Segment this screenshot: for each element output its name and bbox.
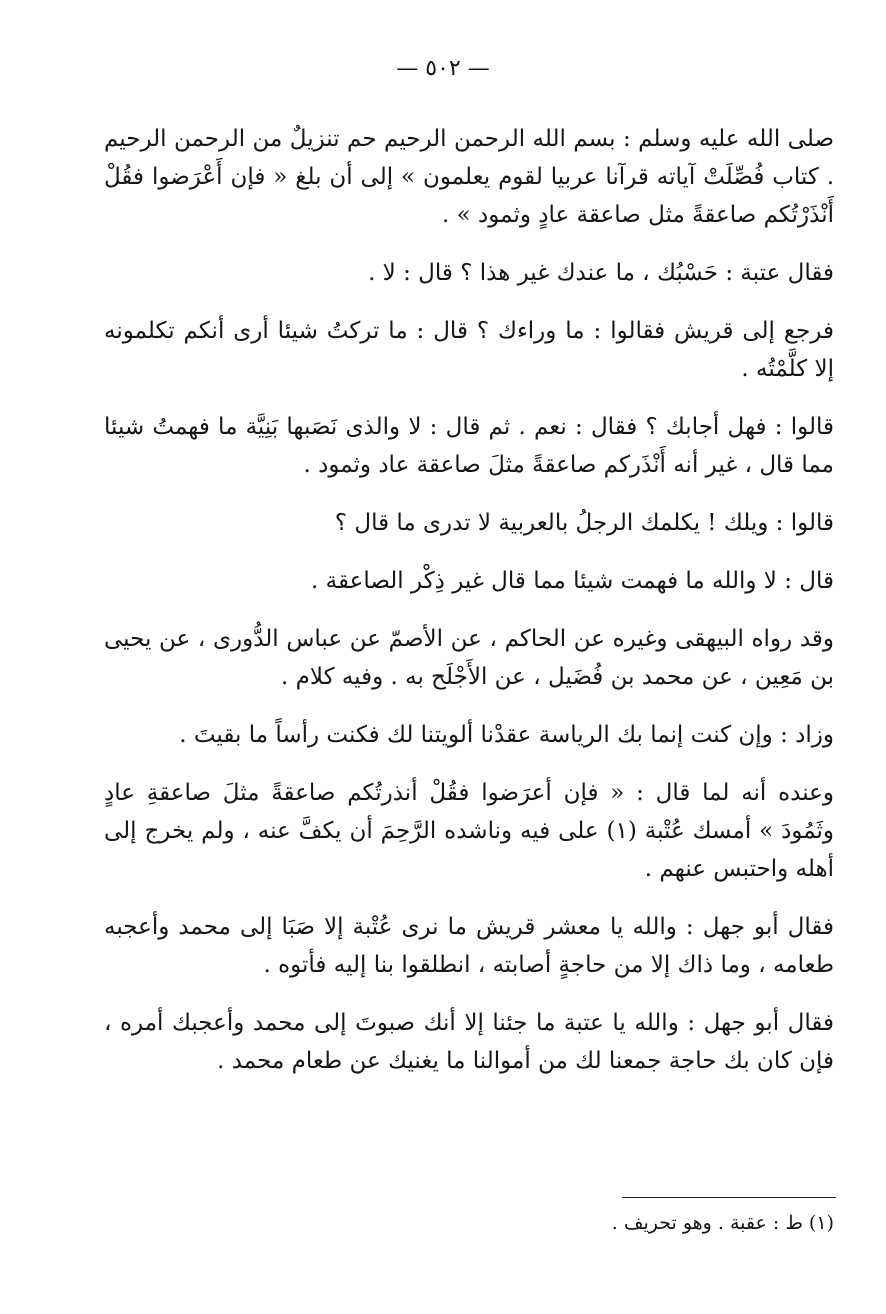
- main-text: [104, 120, 834, 1100]
- paragraph-7: وقد رواه البيهقى وغيره عن الحاكم ، عن الأصمّ عن عباس الدُّورى ، عن يحيى بن مَعِين ، عن محمد بن فُضَيل ، عن الأَجْلَح به . وفيه كلام .: [104, 626, 834, 690]
- paragraph-5: قالوا : ويلك ! يكلمك الرجلُ بالعربية لا تدرى ما قال ؟: [334, 510, 834, 536]
- paragraph-4: قالوا : فهل أجابك ؟ فقال : نعم . ثم قال : لا والذى نَصَبها بَنِيَّة ما فهمتُ شيئا مما قال ، غير أنه أَنْذَركم صاعقةً مثلَ صاعقة عاد وثمود .: [104, 414, 834, 478]
- paragraph-1: صلى الله عليه وسلم : بسم الله الرحمن الرحيم حم تنزيلٌ من الرحمن الرحيم . كتاب فُصِّلَتْ آياته قرآنا عربيا لقوم يعلمون » إلى أن بلغ « فإن أَعْرَضوا فقُلْ أَنْذَرْتُكم صاعقةً مثل صاعقة عادٍ وثمود » .: [104, 126, 834, 228]
- footnote: (١) ط : عقبة . وهو تحريف .: [611, 1212, 834, 1234]
- paragraph-3: فرجع إلى قريش فقالوا : ما وراءك ؟ قال : ما تركتُ شيئا أرى أنكم تكلمونه إلا كلَّمْتُه .: [104, 318, 834, 382]
- footnote-divider: [622, 1197, 836, 1198]
- paragraph-9: وعنده أنه لما قال : « فإن أعرَضوا فقُلْ أنذرتُكم صاعقةً مثلَ صاعقةِ عادٍ وثَمُودَ » أمسك عُتْبة (١) على فيه وناشده الرَّحِمَ أن يكفَّ عنه ، ولم يخرج إلى أهله واحتبس عنهم .: [104, 780, 834, 882]
- page-number: — ٥٠٢ —: [396, 56, 490, 81]
- paragraph-6: قال : لا والله ما فهمت شيئا مما قال غير ذِكْر الصاعقة .: [311, 568, 834, 594]
- paragraph-8: وزاد : وإن كنت إنما بك الرياسة عقدْنا ألويتنا لك فكنت رأساً ما بقيتَ .: [179, 722, 834, 748]
- paragraph-11: فقال أبو جهل : والله يا عتبة ما جئنا إلا أنك صبوتَ إلى محمد وأعجبك أمره ، فإن كان بك حاجة جمعنا لك من أموالنا ما يغنيك عن طعام محمد .: [104, 1010, 834, 1074]
- paragraph-2: فقال عتبة : حَسْبُك ، ما عندك غير هذا ؟ قال : لا .: [368, 260, 834, 286]
- paragraph-10: فقال أبو جهل : والله يا معشر قريش ما نرى عُتْبة إلا صَبَا إلى محمد وأعجبه طعامه ، وما ذاك إلا من حاجةٍ أصابته ، انطلقوا بنا إليه فأتوه .: [104, 914, 834, 978]
